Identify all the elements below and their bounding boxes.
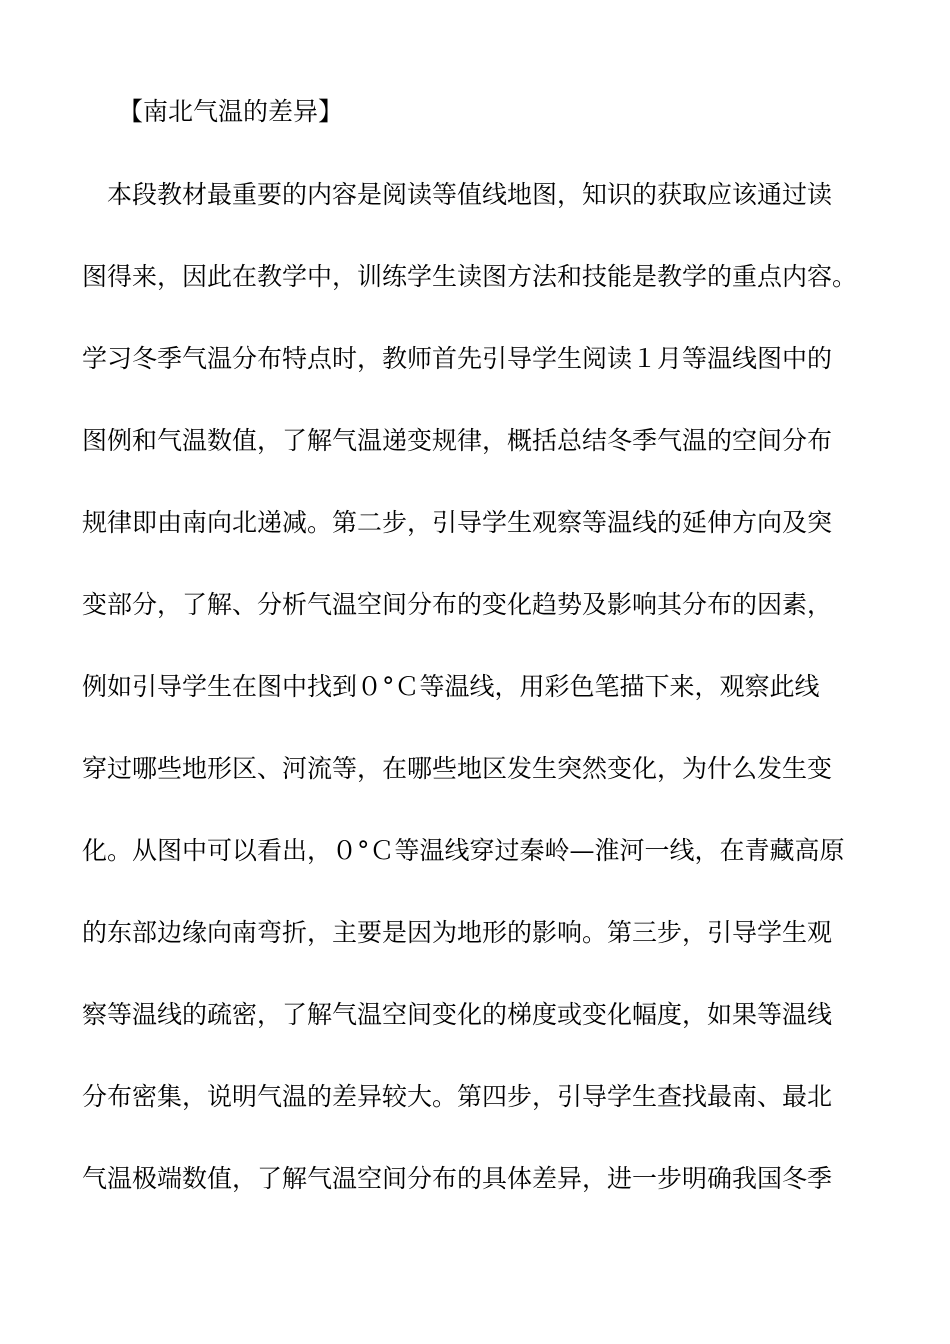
body-line-3: 学习冬季气温分布特点时，教师首先引导学生阅读１月等温线图中的 xyxy=(82,344,833,373)
body-line-10: 的东部边缘向南弯折，主要是因为地形的影响。第三步，引导学生观 xyxy=(82,918,833,947)
body-line-5: 规律即由南向北递减。第二步，引导学生观察等温线的延伸方向及突 xyxy=(82,508,833,537)
body-line-12: 分布密集，说明气温的差异较大。第四步，引导学生查找最南、最北 xyxy=(82,1082,833,1111)
body-line-13: 气温极端数值，了解气温空间分布的具体差异，进一步明确我国冬季 xyxy=(82,1164,833,1193)
body-line-9: 化。从图中可以看出，０°Ｃ等温线穿过秦岭—淮河一线，在青藏高原 xyxy=(82,836,845,865)
body-line-6: 变部分，了解、分析气温空间分布的变化趋势及影响其分布的因素， xyxy=(82,590,833,619)
section-heading: 【南北气温的差异】 xyxy=(118,97,344,126)
body-line-7: 例如引导学生在图中找到０°Ｃ等温线，用彩色笔描下来，观察此线 xyxy=(82,672,820,701)
body-line-11: 察等温线的疏密，了解气温空间变化的梯度或变化幅度，如果等温线 xyxy=(82,1000,833,1029)
body-line-4: 图例和气温数值，了解气温递变规律，概括总结冬季气温的空间分布 xyxy=(82,426,833,455)
body-line-1: 本段教材最重要的内容是阅读等值线地图，知识的获取应该通过读 xyxy=(82,180,833,209)
body-line-2: 图得来，因此在教学中，训练学生读图方法和技能是教学的重点内容。 xyxy=(82,262,858,291)
body-line-8: 穿过哪些地形区、河流等，在哪些地区发生突然变化，为什么发生变 xyxy=(82,754,833,783)
